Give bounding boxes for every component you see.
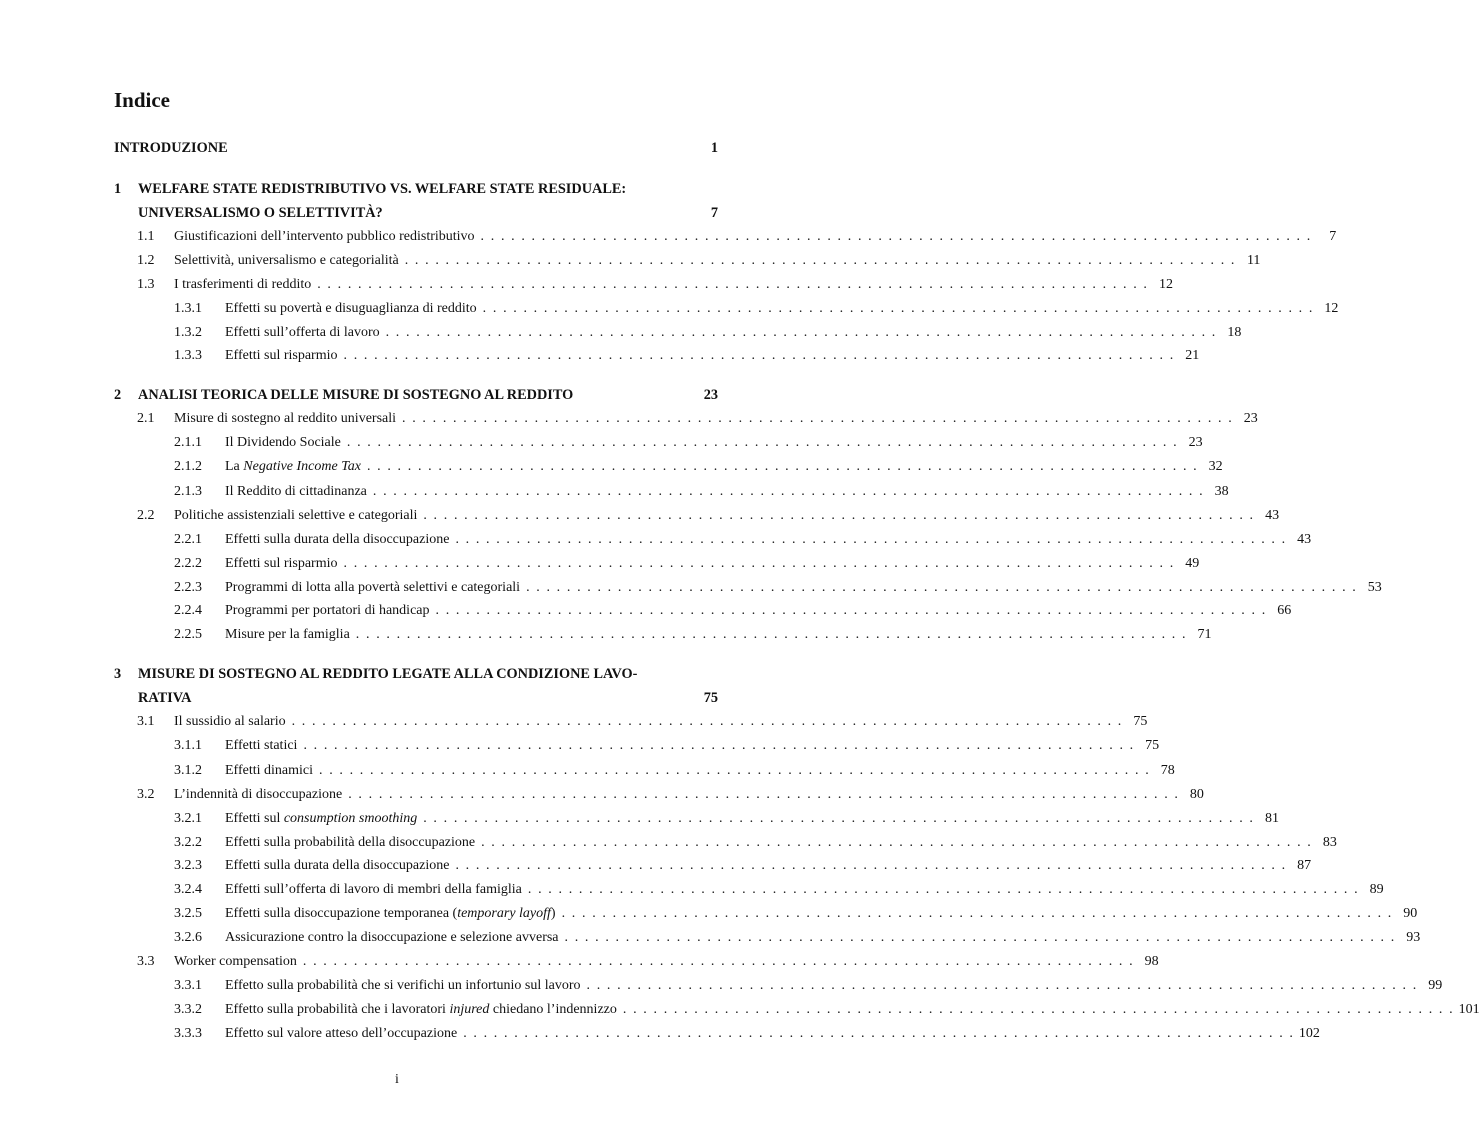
section-title bbox=[138, 202, 383, 224]
section-title bbox=[138, 687, 192, 709]
toc-section-entry[interactable] bbox=[114, 600, 1292, 622]
section-title bbox=[225, 529, 449, 551]
dot-leader bbox=[303, 951, 1133, 973]
toc-section-entry[interactable] bbox=[114, 274, 1173, 296]
title-fragment: UNIVERSALISMO O SELETTIVITÀ? bbox=[138, 205, 383, 221]
title-fragment: Negative Income Tax bbox=[243, 459, 361, 474]
section-number: 2.1 bbox=[137, 411, 155, 426]
title-fragment: Il Dividendo Sociale bbox=[225, 435, 341, 450]
page-ref: 89 bbox=[1369, 882, 1384, 897]
page-ref: 98 bbox=[1144, 954, 1159, 969]
dot-leader bbox=[303, 735, 1133, 757]
section-number: 1 bbox=[114, 181, 122, 197]
section-title bbox=[225, 1023, 457, 1045]
section-title bbox=[225, 975, 581, 997]
title-fragment: Effetto sulla probabilità che i lavoratori bbox=[225, 1002, 450, 1017]
page-ref: 102 bbox=[1298, 1026, 1320, 1041]
section-title bbox=[225, 600, 430, 622]
toc-chapter-entry[interactable] bbox=[114, 384, 718, 406]
dot-leader bbox=[373, 481, 1203, 503]
title-fragment: WELFARE STATE REDISTRIBUTIVO VS. WELFARE STATE RESIDUALE: bbox=[138, 181, 627, 197]
dot-leader bbox=[436, 600, 1266, 622]
section-number: 1.3.1 bbox=[174, 301, 202, 316]
dot-leader bbox=[481, 832, 1311, 854]
title-fragment: Effetto sulla probabilità che si verifichi un infortunio sul lavoro bbox=[225, 978, 581, 993]
section-number: 2.2.1 bbox=[174, 532, 202, 547]
toc-chapter-entry[interactable] bbox=[114, 202, 718, 224]
dot-leader bbox=[319, 760, 1149, 782]
section-title bbox=[138, 384, 573, 406]
title-fragment: consumption smoothing bbox=[283, 811, 418, 826]
page-ref: 12 bbox=[1158, 277, 1173, 292]
title-fragment: Effetti sul risparmio bbox=[225, 556, 338, 571]
section-number: 3.2.5 bbox=[174, 906, 202, 921]
section-title bbox=[225, 298, 477, 320]
section-number: 2.1.3 bbox=[174, 484, 202, 499]
toc-chapter-entry[interactable] bbox=[114, 663, 718, 685]
dot-leader bbox=[344, 553, 1174, 575]
page-ref: 7 bbox=[1329, 229, 1337, 244]
section-title bbox=[174, 711, 286, 733]
page-ref: 90 bbox=[1403, 906, 1418, 921]
page-ref: 53 bbox=[1367, 580, 1382, 595]
section-number: 2.2 bbox=[137, 508, 155, 523]
title-fragment: ANALISI TEORICA DELLE MISURE DI SOSTEGNO AL REDDITO bbox=[138, 387, 574, 403]
section-number: 3.2.3 bbox=[174, 858, 202, 873]
page-ref: 75 bbox=[1133, 714, 1148, 729]
section-number: 2.2.3 bbox=[174, 580, 202, 595]
section-title bbox=[174, 784, 342, 806]
page-ref: 78 bbox=[1160, 763, 1175, 778]
title-fragment: Effetti statici bbox=[225, 738, 298, 753]
title-fragment: Effetti sul bbox=[225, 811, 284, 826]
title-fragment: Effetti sull’offerta di lavoro bbox=[225, 325, 380, 340]
page-ref: 93 bbox=[1406, 930, 1421, 945]
section-title bbox=[174, 408, 396, 430]
section-number: 2.2.5 bbox=[174, 627, 202, 642]
title-fragment: Effetto sul valore atteso dell’occupazione bbox=[225, 1026, 458, 1041]
section-title bbox=[225, 553, 338, 575]
dot-leader bbox=[463, 1023, 1293, 1045]
page-ref: 1 bbox=[710, 140, 718, 156]
title-fragment: Misure per la famiglia bbox=[225, 627, 350, 642]
page-ref: 23 bbox=[1188, 435, 1203, 450]
page-ref: 99 bbox=[1428, 978, 1443, 993]
dot-leader bbox=[455, 855, 1285, 877]
dot-leader bbox=[528, 879, 1358, 901]
toc-section-entry[interactable] bbox=[114, 1023, 1320, 1045]
title-fragment: Effetti su povertà e disuguaglianza di reddito bbox=[225, 301, 477, 316]
title-fragment: Giustificazioni dell’intervento pubblico redistributivo bbox=[174, 229, 475, 244]
section-title bbox=[174, 226, 475, 248]
dot-leader bbox=[402, 408, 1232, 430]
dot-leader bbox=[423, 808, 1253, 830]
section-number: 2.2.4 bbox=[174, 603, 202, 618]
page-ref: 81 bbox=[1264, 811, 1279, 826]
section-number: 2.2.2 bbox=[174, 556, 202, 571]
toc-section-entry[interactable] bbox=[114, 481, 1229, 503]
toc-section-entry[interactable] bbox=[114, 999, 1480, 1021]
section-title bbox=[114, 137, 228, 159]
page-ref: 12 bbox=[1324, 301, 1339, 316]
section-number: 3.2.1 bbox=[174, 811, 202, 826]
section-number: 3.1.2 bbox=[174, 763, 202, 778]
title-fragment: La bbox=[225, 459, 244, 474]
dot-leader bbox=[344, 345, 1174, 367]
section-number: 1.2 bbox=[137, 253, 155, 268]
section-title bbox=[138, 663, 637, 685]
page-ref: 43 bbox=[1297, 532, 1312, 547]
title-fragment: Worker compensation bbox=[174, 954, 297, 969]
section-title bbox=[225, 903, 556, 925]
section-title bbox=[174, 250, 399, 272]
toc-section-entry[interactable] bbox=[114, 879, 1384, 901]
title-fragment: MISURE DI SOSTEGNO AL REDDITO LEGATE ALLA CONDIZIONE LAVO- bbox=[138, 666, 638, 682]
title-fragment: Programmi di lotta alla povertà selettivi e categoriali bbox=[225, 580, 521, 595]
section-title bbox=[225, 456, 361, 478]
section-title bbox=[225, 855, 449, 877]
toc-section-entry[interactable] bbox=[114, 432, 1203, 454]
title-fragment: Effetti sull’offerta di lavoro di membri della famiglia bbox=[225, 882, 522, 897]
section-number: 2.1.1 bbox=[174, 435, 202, 450]
toc-section-entry[interactable] bbox=[114, 832, 1337, 854]
title-fragment: temporary layoff bbox=[457, 906, 551, 921]
toc-section-entry[interactable] bbox=[114, 505, 1280, 527]
toc-section-entry[interactable] bbox=[114, 553, 1200, 575]
title-fragment: L’indennità di disoccupazione bbox=[174, 787, 343, 802]
dot-leader bbox=[483, 298, 1313, 320]
section-title bbox=[225, 345, 338, 367]
title-fragment: I trasferimenti di reddito bbox=[174, 277, 312, 292]
title-fragment: Misure di sostegno al reddito universali bbox=[174, 411, 397, 426]
page-ref: 23 bbox=[703, 387, 718, 403]
section-title bbox=[225, 432, 341, 454]
title-fragment: RATIVA bbox=[138, 690, 192, 706]
section-number: 3.3.3 bbox=[174, 1026, 202, 1041]
dot-leader bbox=[562, 903, 1392, 925]
section-number: 3.1.1 bbox=[174, 738, 202, 753]
section-number: 3.3.2 bbox=[174, 1002, 202, 1017]
page-ref: 21 bbox=[1185, 348, 1200, 363]
section-number: 1.1 bbox=[137, 229, 155, 244]
toc-section-entry[interactable] bbox=[114, 529, 1312, 551]
section-number: 1.3.3 bbox=[174, 348, 202, 363]
section-title bbox=[225, 760, 313, 782]
toc-chapter-entry[interactable] bbox=[114, 137, 718, 159]
page-ref: 32 bbox=[1208, 459, 1223, 474]
section-title bbox=[225, 927, 559, 949]
page-ref: 83 bbox=[1322, 835, 1337, 850]
toc-section-entry[interactable] bbox=[114, 345, 1200, 367]
page-ref: 71 bbox=[1197, 627, 1212, 642]
dot-leader bbox=[347, 432, 1177, 454]
toc-chapter-entry[interactable] bbox=[114, 687, 718, 709]
title-fragment: Politiche assistenziali selettive e categoriali bbox=[174, 508, 418, 523]
title-fragment: ) bbox=[550, 906, 556, 921]
section-number: 2 bbox=[114, 387, 122, 403]
section-title bbox=[225, 735, 297, 757]
page-ref: 7 bbox=[710, 205, 718, 221]
section-number: 1.3 bbox=[137, 277, 155, 292]
toc-section-entry[interactable] bbox=[114, 735, 1160, 757]
section-number: 3.2.2 bbox=[174, 835, 202, 850]
toc-section-entry[interactable] bbox=[114, 250, 1261, 272]
page-ref: 11 bbox=[1246, 253, 1261, 268]
page-ref: 18 bbox=[1227, 325, 1242, 340]
section-number: 3.1 bbox=[137, 714, 155, 729]
toc-section-entry[interactable] bbox=[114, 408, 1258, 430]
title-fragment: Effetti sulla durata della disoccupazione bbox=[225, 858, 450, 873]
toc-section-entry[interactable] bbox=[114, 760, 1175, 782]
page-ref: 80 bbox=[1189, 787, 1204, 802]
toc-section-entry[interactable] bbox=[114, 711, 1148, 733]
title-fragment: injured bbox=[449, 1002, 490, 1017]
toc-section-entry[interactable] bbox=[114, 298, 1339, 320]
section-title bbox=[174, 951, 297, 973]
dot-leader bbox=[348, 784, 1178, 806]
title-fragment: Il Reddito di cittadinanza bbox=[225, 484, 367, 499]
section-number: 2.1.2 bbox=[174, 459, 202, 474]
toc-section-entry[interactable] bbox=[114, 975, 1443, 997]
page-number: i bbox=[395, 1072, 399, 1087]
page-ref: 23 bbox=[1243, 411, 1258, 426]
toc-section-entry[interactable] bbox=[114, 456, 1223, 478]
title-fragment: INTRODUZIONE bbox=[114, 140, 228, 156]
dot-leader bbox=[455, 529, 1285, 551]
toc-section-entry[interactable] bbox=[114, 784, 1204, 806]
title-fragment: Il sussidio al salario bbox=[174, 714, 286, 729]
dot-leader bbox=[317, 274, 1147, 296]
section-title bbox=[138, 178, 626, 200]
title-fragment: chiedano l’indennizzo bbox=[489, 1002, 617, 1017]
section-title bbox=[225, 624, 350, 646]
section-number: 3.2 bbox=[137, 787, 155, 802]
section-number: 3.3 bbox=[137, 954, 155, 969]
section-title bbox=[225, 808, 417, 830]
dot-leader bbox=[623, 999, 1453, 1021]
section-number: 3.3.1 bbox=[174, 978, 202, 993]
page-ref: 38 bbox=[1214, 484, 1229, 499]
title-fragment: Programmi per portatori di handicap bbox=[225, 603, 430, 618]
title-fragment: Assicurazione contro la disoccupazione e selezione avversa bbox=[225, 930, 559, 945]
toc-section-entry[interactable] bbox=[114, 322, 1242, 344]
title-fragment: Effetti sulla durata della disoccupazione bbox=[225, 532, 450, 547]
title-fragment: Effetti sulla probabilità della disoccupazione bbox=[225, 835, 476, 850]
dot-leader bbox=[587, 975, 1417, 997]
title-fragment: Effetti sul risparmio bbox=[225, 348, 338, 363]
dot-leader bbox=[423, 505, 1253, 527]
page-ref: 75 bbox=[703, 690, 718, 706]
page-ref: 101 bbox=[1458, 1002, 1480, 1017]
section-title bbox=[225, 879, 522, 901]
title-fragment: Effetti dinamici bbox=[225, 763, 313, 778]
page-ref: 66 bbox=[1277, 603, 1292, 618]
section-title bbox=[225, 577, 520, 599]
dot-leader bbox=[386, 322, 1216, 344]
section-title bbox=[174, 274, 311, 296]
toc-section-entry[interactable] bbox=[114, 951, 1159, 973]
title-fragment: Effetti sulla disoccupazione temporanea ( bbox=[225, 906, 458, 921]
section-title bbox=[225, 322, 380, 344]
section-number: 3.2.4 bbox=[174, 882, 202, 897]
toc-section-entry[interactable] bbox=[114, 577, 1382, 599]
page-ref: 43 bbox=[1265, 508, 1280, 523]
toc-chapter-entry[interactable] bbox=[114, 178, 718, 200]
title-fragment: Selettività, universalismo e categorialità bbox=[174, 253, 399, 268]
section-number: 1.3.2 bbox=[174, 325, 202, 340]
dot-leader bbox=[367, 456, 1197, 478]
section-title bbox=[225, 481, 367, 503]
section-title bbox=[225, 999, 617, 1021]
dot-leader bbox=[526, 577, 1356, 599]
section-number: 3.2.6 bbox=[174, 930, 202, 945]
dot-leader bbox=[292, 711, 1122, 733]
toc-section-entry[interactable] bbox=[114, 624, 1212, 646]
page-ref: 49 bbox=[1185, 556, 1200, 571]
dot-leader bbox=[405, 250, 1235, 272]
section-title bbox=[174, 505, 417, 527]
dot-leader bbox=[565, 927, 1395, 949]
page-ref: 75 bbox=[1145, 738, 1160, 753]
dot-leader bbox=[356, 624, 1186, 646]
toc-section-entry[interactable] bbox=[114, 903, 1418, 925]
toc-section-entry[interactable] bbox=[114, 855, 1312, 877]
section-title bbox=[225, 832, 475, 854]
dot-leader bbox=[481, 226, 1311, 248]
toc-section-entry[interactable] bbox=[114, 927, 1421, 949]
section-number: 3 bbox=[114, 666, 122, 682]
page-ref: 87 bbox=[1297, 858, 1312, 873]
toc-section-entry[interactable] bbox=[114, 808, 1279, 830]
page-title: Indice bbox=[114, 88, 171, 112]
toc-section-entry[interactable] bbox=[114, 226, 1337, 248]
